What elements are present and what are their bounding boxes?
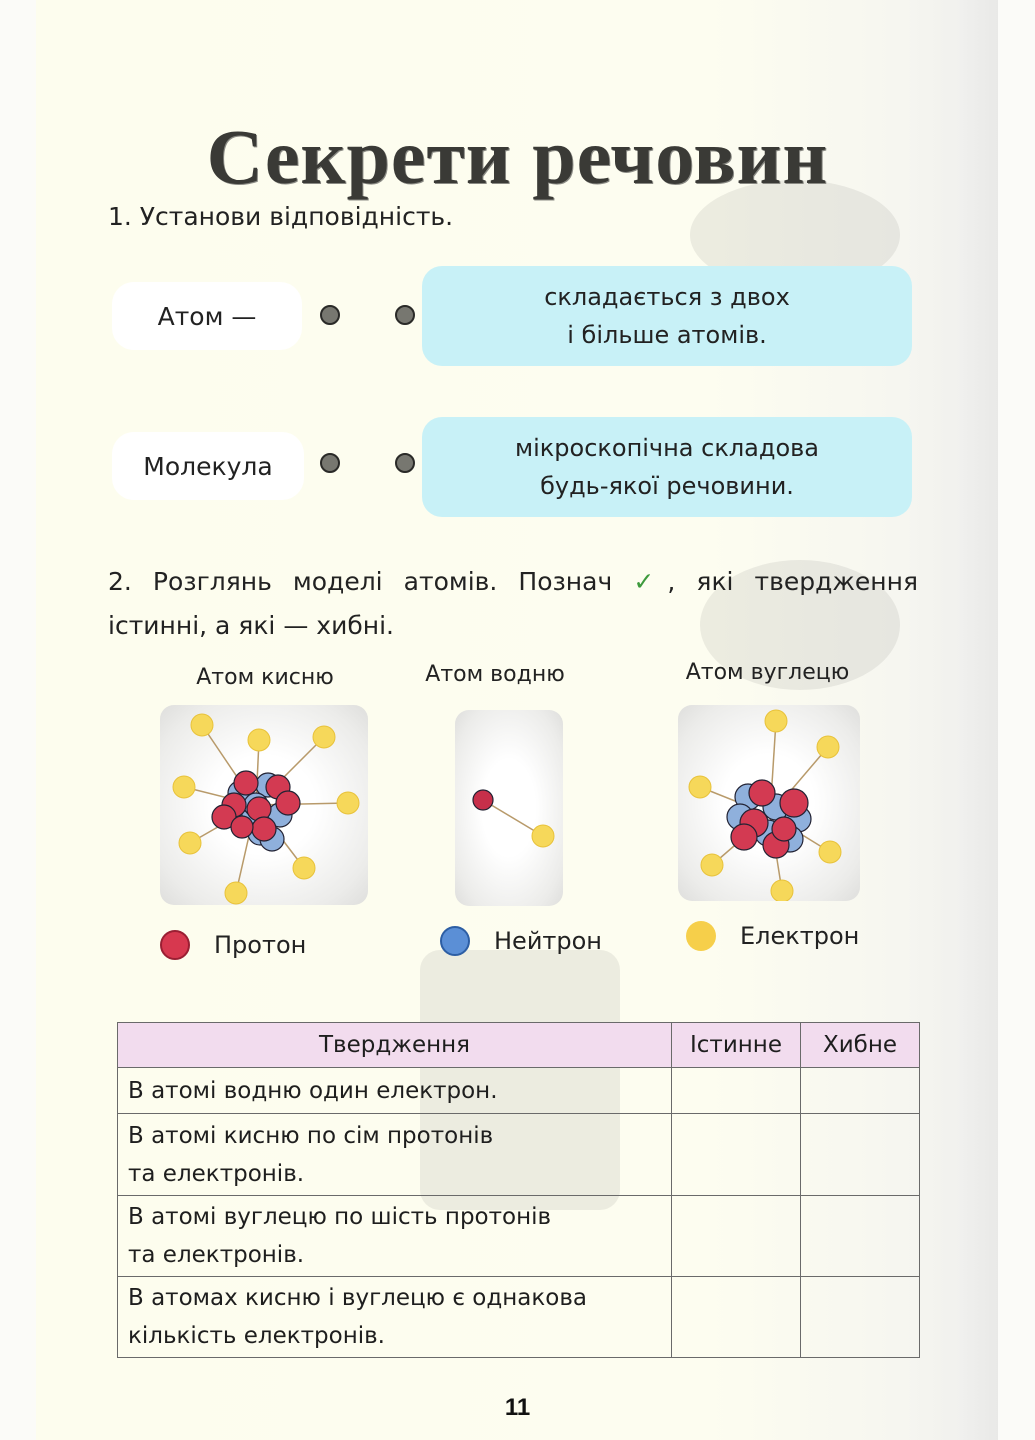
true-checkbox-cell[interactable]	[672, 1114, 801, 1196]
statement-cell	[118, 1114, 672, 1196]
table-row	[118, 1196, 920, 1277]
header-statement: Твердження	[118, 1023, 672, 1068]
atom-model-carbon	[678, 705, 860, 901]
definition-line: мікроскопічна складова	[515, 434, 819, 462]
task-2-text: , які твердження істинні, а які — хибні.	[108, 567, 919, 640]
match-dot-term-molecule[interactable]	[320, 453, 340, 473]
electron-swatch-icon	[686, 921, 716, 951]
term-label: Молекула	[143, 451, 273, 481]
atom-model-hydrogen	[455, 710, 563, 906]
match-dot-def-2[interactable]	[395, 453, 415, 473]
match-dot-def-1[interactable]	[395, 305, 415, 325]
atom-model-oxygen	[160, 705, 368, 905]
page-edge-shadow	[960, 0, 998, 1440]
task-2-heading	[108, 560, 918, 648]
statement-text: та електронів.	[128, 1160, 305, 1187]
match-dot-term-atom[interactable]	[320, 305, 340, 325]
task-1-heading: 1. Установи відповідність.	[108, 202, 454, 231]
legend-label: Електрон	[740, 922, 860, 950]
page-title: Секрети речовин	[206, 113, 829, 201]
legend-electron	[686, 921, 859, 951]
term-atom[interactable]	[112, 282, 302, 350]
table-header-row	[118, 1023, 920, 1068]
statements-table	[117, 1022, 920, 1358]
page-number: 11	[504, 1394, 531, 1421]
task-2-text: 2. Розглянь моделі атомів. Познач	[108, 567, 634, 596]
term-label: Атом —	[157, 301, 257, 331]
carbon-atom-icon	[678, 705, 860, 901]
proton-swatch-icon	[160, 930, 190, 960]
definition-1[interactable]	[422, 266, 912, 366]
header-false: Хибне	[801, 1023, 920, 1068]
statement-text: кількість електронів.	[128, 1323, 385, 1349]
atom-label-hydrogen: Атом водню	[425, 662, 565, 687]
header-true: Істинне	[672, 1023, 801, 1068]
definition-line: складається з двох	[544, 283, 790, 311]
true-checkbox-cell[interactable]	[672, 1277, 801, 1358]
atom-label-oxygen: Атом кисню	[196, 665, 334, 690]
statement-text: В атомі кисню по сім протонів	[128, 1122, 494, 1149]
checkmark-icon: ✓	[633, 567, 668, 596]
false-checkbox-cell[interactable]	[801, 1114, 920, 1196]
neutron-swatch-icon	[440, 926, 470, 956]
statement-cell	[118, 1196, 672, 1277]
false-checkbox-cell[interactable]	[801, 1277, 920, 1358]
statement-text: В атомі вуглецю по шість протонів	[128, 1204, 552, 1230]
statement-cell	[118, 1277, 672, 1358]
legend-label: Протон	[214, 931, 307, 959]
table-row	[118, 1114, 920, 1196]
table-row	[118, 1277, 920, 1358]
definition-line: будь-якої речовини.	[540, 472, 794, 500]
definition-line: і більше атомів.	[567, 321, 767, 349]
legend-label: Нейтрон	[494, 927, 602, 955]
statement-cell	[118, 1068, 672, 1114]
true-checkbox-cell[interactable]	[672, 1196, 801, 1277]
hydrogen-atom-icon	[455, 710, 563, 906]
statement-text: В атомі водню один електрон.	[128, 1077, 498, 1104]
legend-neutron	[440, 926, 602, 956]
legend-proton	[160, 930, 306, 960]
table-row	[118, 1068, 920, 1114]
definition-2[interactable]	[422, 417, 912, 517]
false-checkbox-cell[interactable]	[801, 1068, 920, 1114]
term-molecule[interactable]	[112, 432, 304, 500]
statement-text: В атомах кисню і вуглецю є однакова	[128, 1285, 588, 1311]
true-checkbox-cell[interactable]	[672, 1068, 801, 1114]
atom-label-carbon: Атом вуглецю	[685, 660, 850, 685]
false-checkbox-cell[interactable]	[801, 1196, 920, 1277]
oxygen-atom-icon	[160, 705, 368, 905]
statement-text: та електронів.	[128, 1242, 305, 1268]
